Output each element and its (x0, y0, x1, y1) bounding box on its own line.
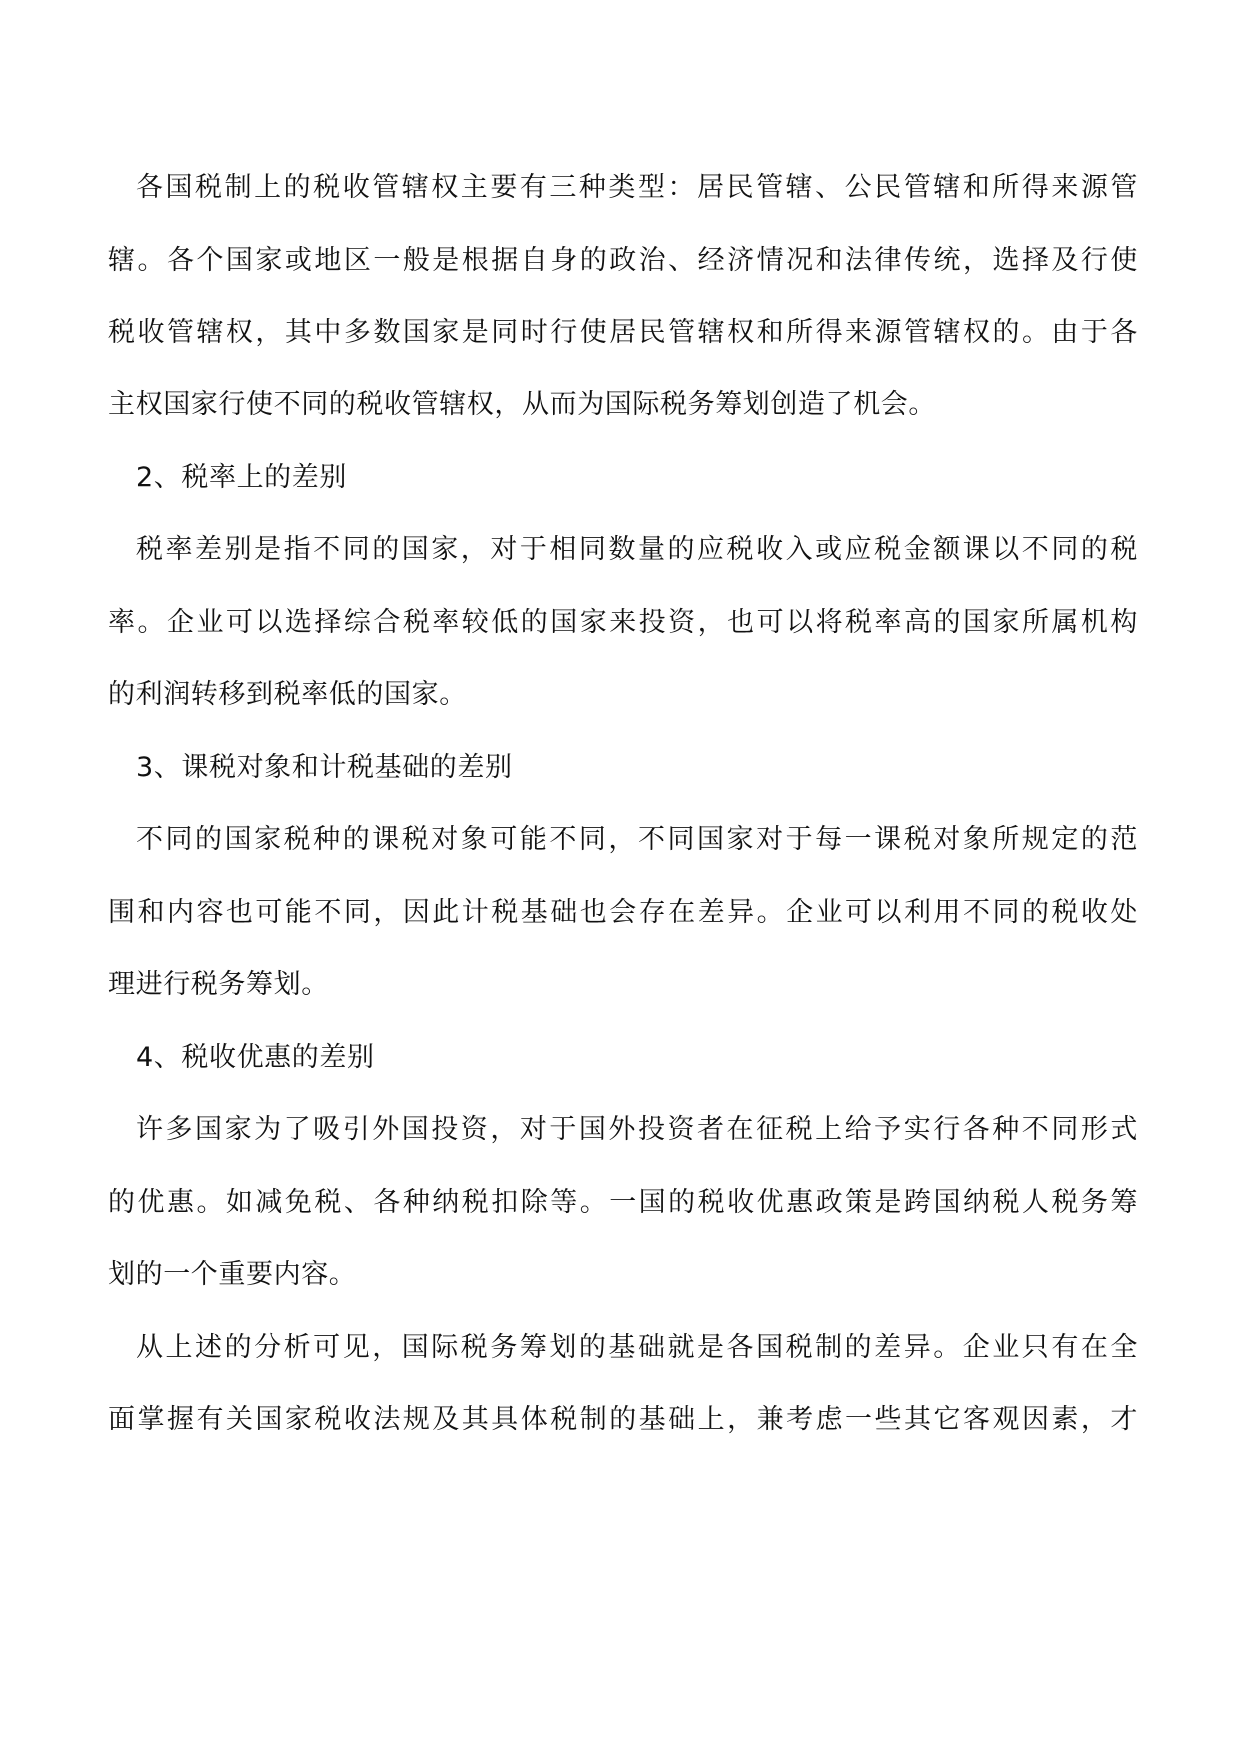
paragraph-3-line-1: 不同的国家税种的课税对象可能不同，不同国家对于每一课税对象所规定的范 (136, 824, 1138, 855)
paragraph-3-line-3: 理进行税务筹划。 (108, 969, 329, 1000)
heading-tax-incentive-difference: 4、税收优惠的差别 (136, 1042, 375, 1073)
paragraph-3-line-2: 围和内容也可能不同，因此计税基础也会存在差异。企业可以利用不同的税收处 (108, 897, 1138, 928)
paragraph-4-line-2: 的优惠。如减免税、各种纳税扣除等。一国的税收优惠政策是跨国纳税人税务筹 (108, 1187, 1138, 1218)
paragraph-1-line-4: 主权国家行使不同的税收管辖权，从而为国际税务筹划创造了机会。 (108, 389, 936, 420)
paragraph-5-line-2: 面掌握有关国家税收法规及其具体税制的基础上，兼考虑一些其它客观因素，才 (108, 1404, 1138, 1435)
paragraph-2-line-2: 率。企业可以选择综合税率较低的国家来投资，也可以将税率高的国家所属机构 (108, 607, 1138, 638)
paragraph-4-line-3: 划的一个重要内容。 (108, 1259, 357, 1290)
heading-tax-object-difference: 3、课税对象和计税基础的差别 (136, 752, 513, 783)
paragraph-1-line-3: 税收管辖权，其中多数国家是同时行使居民管辖权和所得来源管辖权的。由于各 (108, 317, 1138, 348)
paragraph-4-line-1: 许多国家为了吸引外国投资，对于国外投资者在征税上给予实行各种不同形式 (136, 1114, 1138, 1145)
paragraph-1-line-2: 辖。各个国家或地区一般是根据自身的政治、经济情况和法律传统，选择及行使 (108, 245, 1138, 276)
paragraph-2-line-3: 的利润转移到税率低的国家。 (108, 679, 467, 710)
paragraph-5-line-1: 从上述的分析可见，国际税务筹划的基础就是各国税制的差异。企业只有在全 (136, 1332, 1138, 1363)
paragraph-1-line-1: 各国税制上的税收管辖权主要有三种类型：居民管辖、公民管辖和所得来源管 (136, 172, 1138, 203)
heading-tax-rate-difference: 2、税率上的差别 (136, 462, 347, 493)
paragraph-2-line-1: 税率差别是指不同的国家，对于相同数量的应税收入或应税金额课以不同的税 (136, 534, 1138, 565)
